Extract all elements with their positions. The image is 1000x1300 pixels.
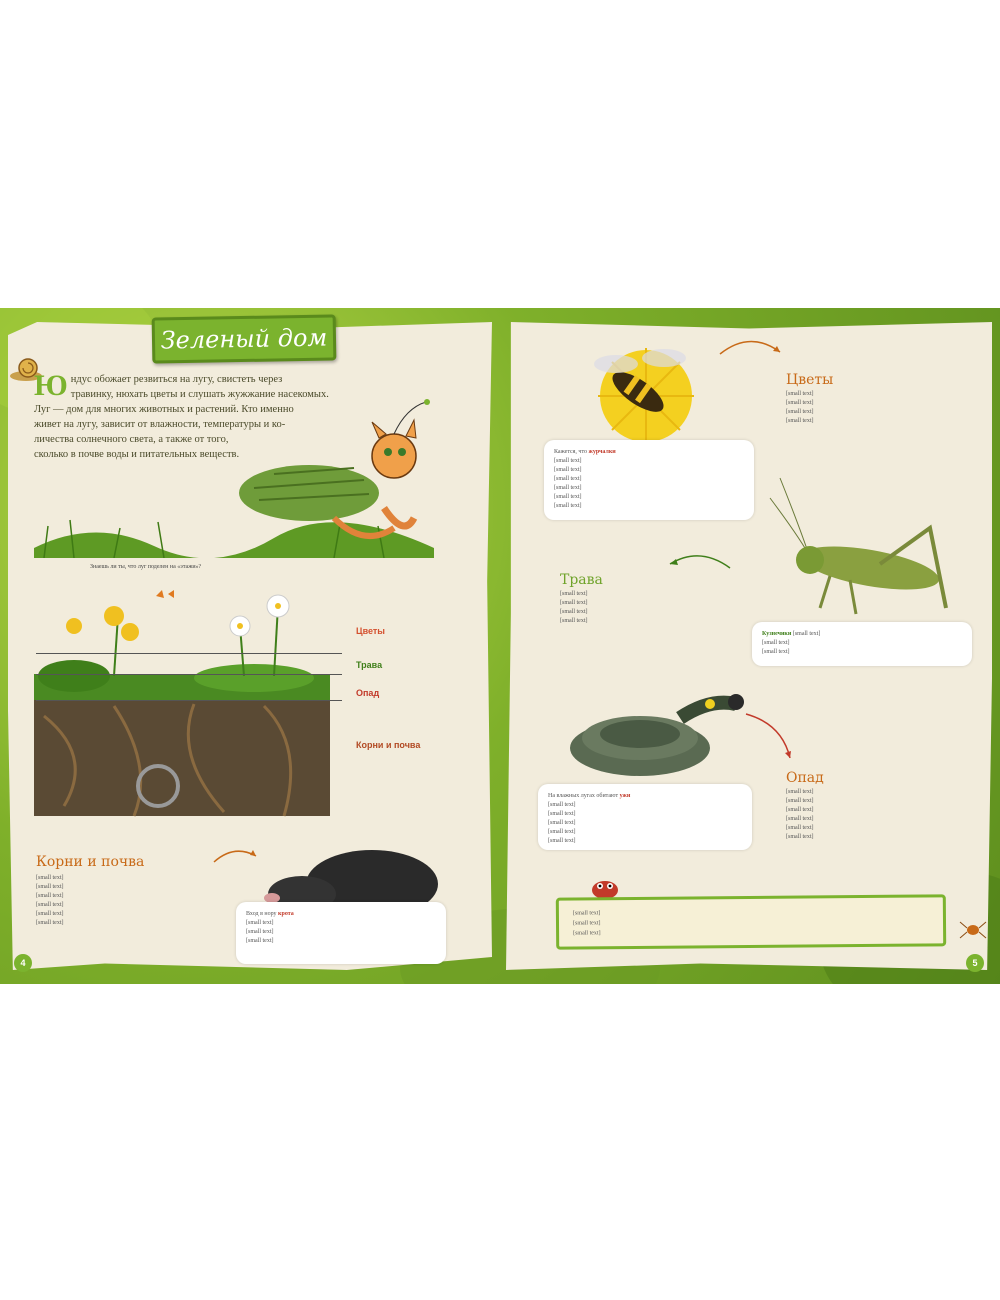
intro-line: травинку, нюхать цветы и слушать жужжание насекомых. xyxy=(70,389,329,400)
flowers-text-line: [small text] xyxy=(786,400,814,406)
cat-in-grass-illustration xyxy=(34,398,434,558)
snake-bubble-line: [small text] xyxy=(548,838,576,844)
grasshopper-bubble-line: [small text] xyxy=(762,640,790,646)
tip-box xyxy=(556,894,946,949)
layers-question: Знаешь ли ты, что луг поделен на «этажи»? xyxy=(90,564,202,570)
litter-section-text xyxy=(786,788,966,842)
layer-line-litter xyxy=(36,700,342,701)
grass-text-line: [small text] xyxy=(560,600,588,606)
snake-bubble-line: [small text] xyxy=(548,829,576,835)
curved-arrow-icon xyxy=(664,546,734,572)
intro-dropcap: Ю xyxy=(34,369,68,402)
hoverfly-bubble-line: [small text] xyxy=(554,458,582,464)
hoverfly-info-bubble xyxy=(544,440,754,520)
intro-line: ндус обожает резвиться на лугу, свистеть через xyxy=(70,374,283,385)
grass-section-text xyxy=(560,590,730,626)
roots-text-line: [small text] xyxy=(36,875,64,881)
hoverfly-bubble-line: [small text] xyxy=(554,476,582,482)
grasshopper-photo xyxy=(760,468,960,628)
page-title: Зеленый дом xyxy=(152,314,337,363)
mole-bubble-line: [small text] xyxy=(246,938,274,944)
book-spread xyxy=(0,308,1000,984)
flowers-text-line: [small text] xyxy=(786,409,814,415)
roots-section-title: Корни и почва xyxy=(36,854,145,870)
curved-arrow-icon xyxy=(742,708,802,768)
curved-arrow-icon xyxy=(212,842,262,866)
litter-text-line: [small text] xyxy=(786,789,814,795)
layer-label-flowers: Цветы xyxy=(356,626,385,636)
mole-bubble-line: [small text] xyxy=(246,920,274,926)
hoverfly-bubble-text: Кажется, что xyxy=(554,449,589,455)
spider-icon xyxy=(958,916,988,942)
grass-snake-photo xyxy=(560,678,750,788)
intro-line: личества солнечного света, а также от того, xyxy=(34,434,229,445)
litter-text-line: [small text] xyxy=(786,798,814,804)
bug-character-icon xyxy=(588,874,622,900)
grasshopper-bubble-line: [small text] xyxy=(762,649,790,655)
curved-arrow-icon xyxy=(716,330,786,358)
tip-line: [small text] xyxy=(572,910,601,917)
grass-text-line: [small text] xyxy=(560,591,588,597)
hoverfly-bubble-line: [small text] xyxy=(554,467,582,473)
snake-info-bubble xyxy=(538,784,752,850)
intro-line: живет на лугу, зависит от влажности, температуры и ко- xyxy=(34,419,286,430)
grasshopper-bubble-line: [small text] xyxy=(792,631,821,637)
meadow-layers-illustration xyxy=(34,586,330,818)
layer-label-grass: Трава xyxy=(356,660,383,670)
litter-text-line: [small text] xyxy=(786,807,814,813)
roots-text-line: [small text] xyxy=(36,902,64,908)
snake-bubble-line: [small text] xyxy=(548,811,576,817)
mole-highlight: крота xyxy=(278,911,294,917)
flowers-text-line: [small text] xyxy=(786,391,814,397)
grass-text-line: [small text] xyxy=(560,609,588,615)
layer-label-roots: Корни и почва xyxy=(356,740,421,750)
intro-line: Луг — дом для многих животных и растений. Кто именно xyxy=(34,404,294,415)
hoverfly-bubble-line: [small text] xyxy=(554,503,582,509)
snake-bubble-line: [small text] xyxy=(548,802,576,808)
flowers-text-line: [small text] xyxy=(786,418,814,424)
roots-text-line: [small text] xyxy=(36,911,64,917)
hoverfly-highlight: журчалки xyxy=(588,449,616,455)
grasshopper-highlight: Кузнечики xyxy=(762,631,792,637)
snake-highlight: ужи xyxy=(619,793,631,799)
hoverfly-bubble-line: [small text] xyxy=(554,494,582,500)
tip-line: [small text] xyxy=(573,930,601,937)
layer-line-flowers xyxy=(36,653,342,654)
roots-section-text xyxy=(36,874,216,928)
layer-label-litter: Опад xyxy=(356,688,380,698)
roots-text-line: [small text] xyxy=(36,893,64,899)
grass-text-line: [small text] xyxy=(560,618,588,624)
litter-text-line: [small text] xyxy=(786,834,814,840)
page-number-left: 4 xyxy=(14,954,32,972)
hoverfly-on-flower-photo xyxy=(576,334,716,454)
grass-section-title: Трава xyxy=(560,572,603,588)
mole-bubble-line: [small text] xyxy=(246,929,274,935)
roots-text-line: [small text] xyxy=(36,920,64,926)
roots-text-line: [small text] xyxy=(36,884,64,890)
snake-bubble-text: На влажных лугах обитают xyxy=(548,793,620,799)
litter-section-title: Опад xyxy=(786,770,824,786)
page-number-right: 5 xyxy=(966,954,984,972)
tip-line: [small text] xyxy=(572,920,601,927)
flowers-section-text xyxy=(786,390,956,426)
mole-info-bubble xyxy=(236,902,446,964)
hoverfly-bubble-line: [small text] xyxy=(554,485,582,491)
intro-line: сколько в почве воды и питательных веществ. xyxy=(34,449,240,460)
layer-line-grass xyxy=(36,674,342,675)
snake-bubble-line: [small text] xyxy=(548,820,576,826)
flowers-section-title: Цветы xyxy=(786,372,834,388)
litter-text-line: [small text] xyxy=(786,825,814,831)
litter-text-line: [small text] xyxy=(786,816,814,822)
grasshopper-info-bubble xyxy=(752,622,972,666)
mole-bubble-text: Вход в нору xyxy=(246,911,279,917)
